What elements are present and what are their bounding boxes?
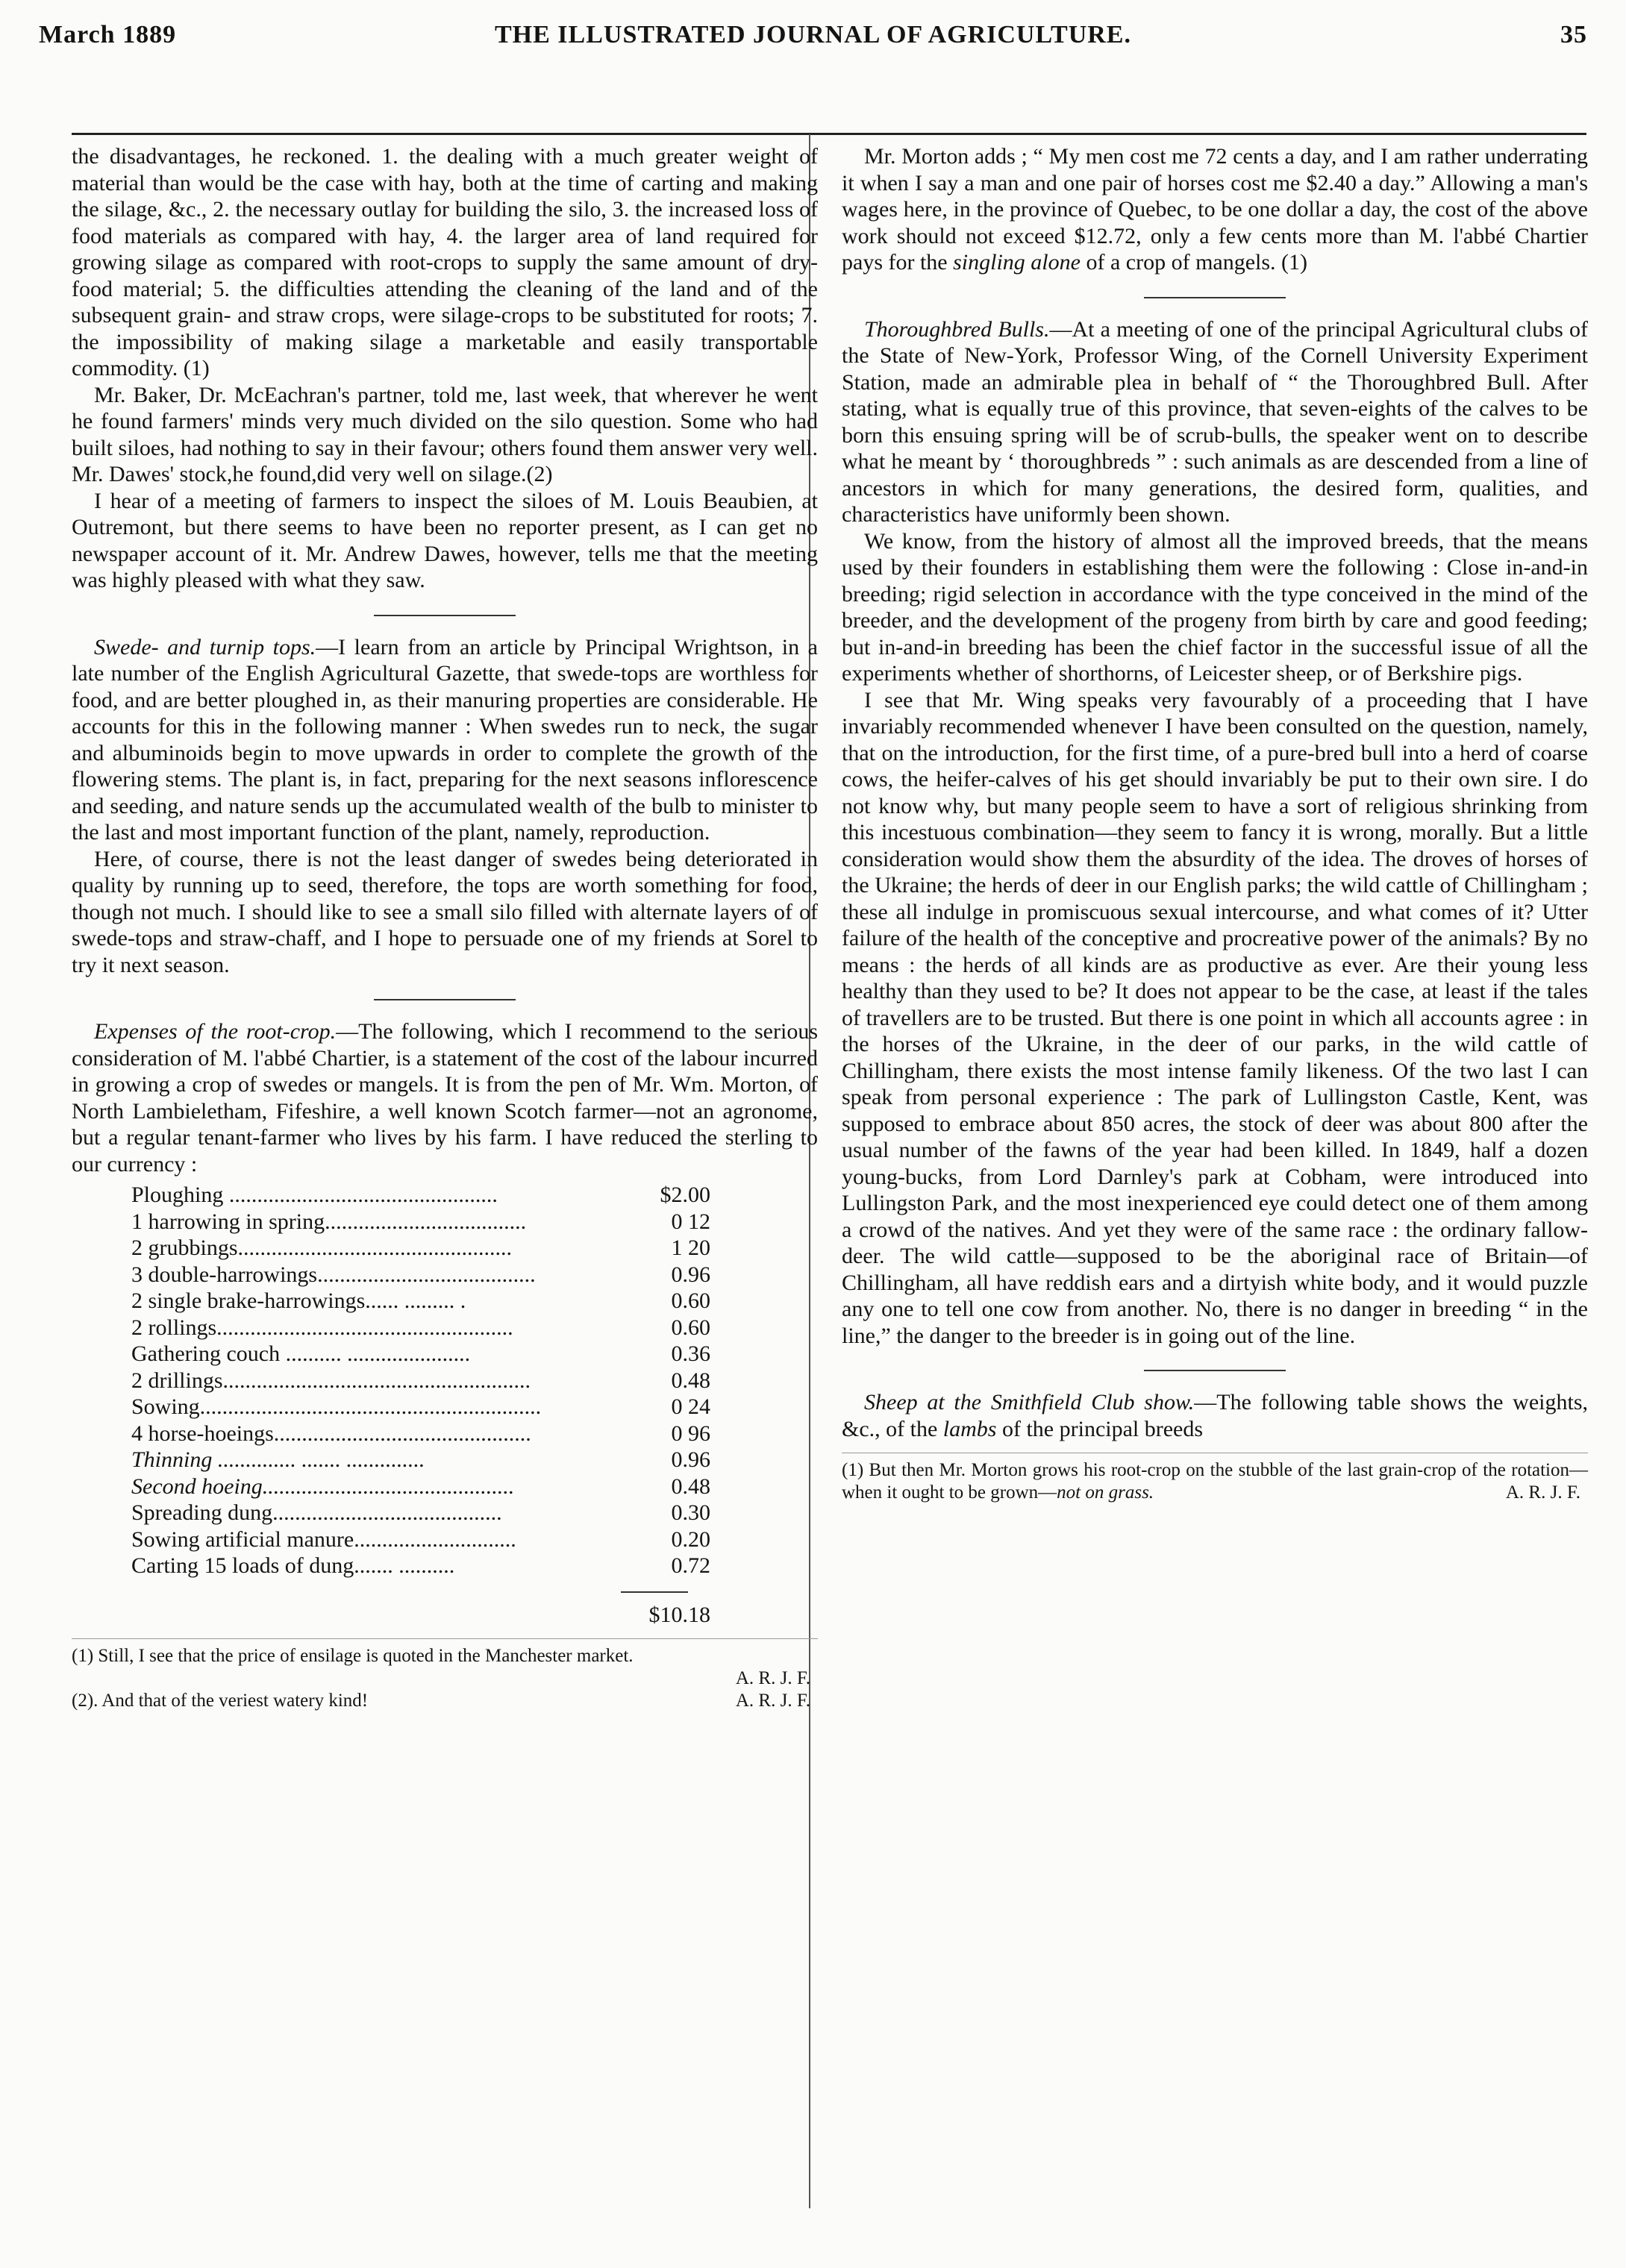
cost-row: Thinning .............. ....... .............. 0.96 [131, 1447, 710, 1472]
cost-total: $10.18 [648, 1602, 710, 1627]
swedes-here-paragraph: Here, of course, there is not the least danger of swedes being deteriorated in quality by running up to seed, therefore, the tops are worth something for food, though not much. I should like to see a small silo filled with alternate layers of of swede-tops and straw-chaff, and I hope to persuade one of my friends at Sorel to try it next season. [72, 846, 818, 977]
smithfield-sheep-section: Sheep at the Smithfield Club show.—The following table shows the weights, &c., of the lambs of the principal breeds [842, 1390, 1589, 1441]
right-footnote-signature: A. R. J. F. [1505, 1482, 1580, 1503]
cost-row: 4 horse-hoeings.............................................. 0 96 [131, 1420, 710, 1446]
cost-row: 3 double-harrowings....................................... 0.96 [131, 1262, 710, 1287]
footnote-2-signature: A. R. J. F. [735, 1691, 810, 1711]
thoroughbred-bulls-body: —At a meeting of one of the principal Agricultural clubs of the State of New-York, Professor Wing, of the Cornell University Experiment Station, made an admirable plea in behalf of “ the Thoroughbred Bull. After stating, what is equally true of this province, that seven-eights of the calves to be born this ensuing spring will be of scrub-bulls, the speaker went on to describe what he meant by ‘ thoroughbreds ” : such animals as are descended from a line of ancestors in which for many generations, the desired form, qualities, and characteristics have uniformly been shown. [842, 316, 1588, 527]
footnote-1-signature: A. R. J. F. [735, 1668, 810, 1688]
cost-row: Sowing............................................................. 0 24 [131, 1394, 710, 1419]
cost-row: Carting 15 loads of dung....... .......... 0.72 [131, 1553, 710, 1578]
header-date: March 1889 [39, 21, 177, 48]
swede-tops-section [72, 634, 818, 846]
cost-row: 2 grubbings................................................. 1 20 [131, 1235, 710, 1260]
morton-adds-paragraph: Mr. Morton adds ; “ My men cost me 72 cents a day, and I am rather underrating it when I say a man and one pair of horses cost me $2.40 a day.” Allowing a man's wages here, in the province of Quebec, to be one dollar a day, the cost of the above work should not exceed $12.72, only a few cents more than M. l'abbé Chartier pays for the singling alone of a crop of mangels. (1) [842, 144, 1588, 275]
swede-tops-body: —I learn from an article by Principal Wrightson, in a late number of the English Agricultural Gazette, that swede-tops are worthless for food, and are better ploughed in, as their manuring properties are considerable. He accounts for this in the following manner : When swedes run to neck, the sugar and albuminoids begin to move upwards in order to complete the growth of the flowering stems. The plant is, in fact, preparing for the next seasons inflorescence and seeding, and nature sends up the accumulated wealth of the bulb to minister to the last and most important function of the plant, namely, reproduction. [72, 634, 818, 845]
footnote-2: (2). And that of the veriest watery kind! A. R. J. F. [72, 1691, 810, 1711]
mr-baker-paragraph: Mr. Baker, Dr. McEachran's partner, told me, last week, that wherever he went he found farmers' minds very much divided on the silo question. Some who had built siloes, had nothing to say in their favour; others found them answer very well. Mr. Dawes' stock,he found,did very well on silage.(2) [72, 382, 818, 486]
cost-row: Sowing artificial manure............................. 0.20 [131, 1526, 710, 1552]
footnote-1: (1) Still, I see that the price of ensilage is quoted in the Manchester market. A. R. J. F. [72, 1646, 810, 1688]
running-header [39, 21, 1587, 66]
cost-row: 1 harrowing in spring.................................... 0 12 [131, 1209, 710, 1234]
cost-row: 2 single brake-harrowings...... ......... . 0.60 [131, 1288, 710, 1313]
expenses-heading: Expenses of the root-crop. [94, 1019, 337, 1044]
section-separator [374, 999, 516, 1000]
header-rule [72, 133, 1586, 135]
expenses-section [72, 1018, 818, 1177]
right-footnote: (1) But then Mr. Morton grows his root-crop on the stubble of the last grain-crop of the rotation—when it ought to be grown—not on grass. A. R. J. F. [842, 1453, 1588, 1504]
section-separator [374, 615, 516, 616]
cost-row: 2 drillings....................................................... 0.48 [131, 1368, 710, 1393]
mr-wing-paragraph: I see that Mr. Wing speaks very favourably of a proceeding that I have invariably recommended whenever I have been consulted on the question, namely, that on the introduction, for the first time, of a pure-bred bull into a herd of coarse cows, the heifer-calves of his get should invariably be put to their own sire. I do not know why, but many people seem to have a sort of religious shrinking from this incestuous combination—they seem to fancy it is wrong, morally. But a little consideration would show them the absurdity of the idea. The droves of horses of the Ukraine; the herds of deer in our English parks; the wild cattle of Chillingham ; these all indulge in promiscuous sexual intercourse, and what comes of it? Utter failure of the health of the conceptive and procreative power of the animals? By no means : the herds of all kinds are as productive as ever. Are their young less healthy than they used to be? It does not appear to be the case, at least if the tales of travellers are to be trusted. But there is one point in which all accounts agree : in the horses of the Ukraine, in the deer of our parks, in the wild cattle of Chillingham, there exists the most intense family likeness. Of the two last I can speak from personal experience : The park of Lullingston Castle, Kent, was supposed to embrace about 850 acres, the stock of deer was about 800 after the usual number of the fawns of the year had been killed. In 1849, half a dozen young-bucks, from Lord Darnley's park at Cobham, were introduced into Lullingston Park, and the most inexperienced eye could detect one of them among a crowd of the natives. And yet they were of the same race : the ordinary fallow-deer. The wild cattle—supposed to be the aboriginal race of Britain—of Chillingham, all have reddish ears and a dirtyish white body, and it would puzzle any one to tell one cow from another. No, there is no danger in breeding “ in the line,” the danger to the breeder is in going out of the line. [842, 687, 1588, 1348]
thoroughbred-bulls-heading: Thoroughbred Bulls. [864, 316, 1050, 342]
page-number: 35 [1560, 21, 1587, 48]
total-rule [621, 1591, 688, 1593]
swede-tops-heading: Swede- and turnip tops. [94, 634, 316, 660]
cost-row: Gathering couch .......... ...................... 0.36 [131, 1341, 710, 1366]
section-separator [1144, 1370, 1286, 1371]
cost-table [131, 1182, 710, 1579]
meeting-paragraph: I hear of a meeting of farmers to inspect the siloes of M. Louis Beaubien, at Outremont, but there seems to have been no reporter present, as I can get no newspaper account of it. Mr. Andrew Dawes, however, tells me that the meeting was highly pleased with what they saw. [72, 488, 818, 592]
silage-disadvantages-paragraph: the disadvantages, he reckoned. 1. the dealing with a much greater weight of material than would be the case with hay, both at the time of carting and making the silage, &c., 2. the necessary outlay for building the silo, 3. the increased loss of food materials as compared with hay, 4. the larger area of land required for growing silage as compared with root-crops to supply the same amount of dry-food material; 5. the difficulties attending the cleaning of the land and of the subsequent grain- and straw crops, were silage-crops to be substituted for roots; 7. the impossibility of making silage a marketable and easily transportable commodity. (1) [72, 144, 818, 380]
improved-breeds-paragraph: We know, from the history of almost all the improved breeds, that the means used by their founders in establishing them were the following : Close in-and-in breeding; rigid selection in accordance with the type conceived in the mind of the breeder, and the development of the progeny from birth by care and good feeding; but in-and-in breeding has been the chief factor in the successful issue of all the experiments whether of shorthorns, of Leicester sheep, or of Berkshire pigs. [842, 528, 1588, 686]
cost-row: 2 rollings..................................................... 0.60 [131, 1315, 710, 1340]
cost-row: Second hoeing............................................. 0.48 [131, 1473, 710, 1499]
smithfield-sheep-heading: Sheep at the Smithfield Club show. [864, 1390, 1195, 1415]
thoroughbred-bulls-section [842, 316, 1588, 528]
journal-title: THE ILLUSTRATED JOURNAL OF AGRICULTURE. [495, 21, 1131, 48]
left-footnotes [72, 1638, 818, 1712]
left-column [72, 143, 818, 1712]
right-column [842, 143, 1588, 1504]
cost-row: Spreading dung......................................... 0.30 [131, 1500, 710, 1525]
expenses-body: —The following, which I recommend to the serious consideration of M. l'abbé Chartier, is a statement of the cost of the labour incurred in growing a crop of swedes or mangels. It is from the pen of Mr. Wm. Morton, of North Lambieletham, Fifeshire, a well known Scotch farmer—not an agronome, but a regular tenant-farmer who lives by his farm. I have reduced the sterling to our currency : [72, 1019, 818, 1177]
section-separator [1144, 297, 1286, 298]
cost-row: Ploughing ................................................ $2.00 [131, 1182, 710, 1207]
